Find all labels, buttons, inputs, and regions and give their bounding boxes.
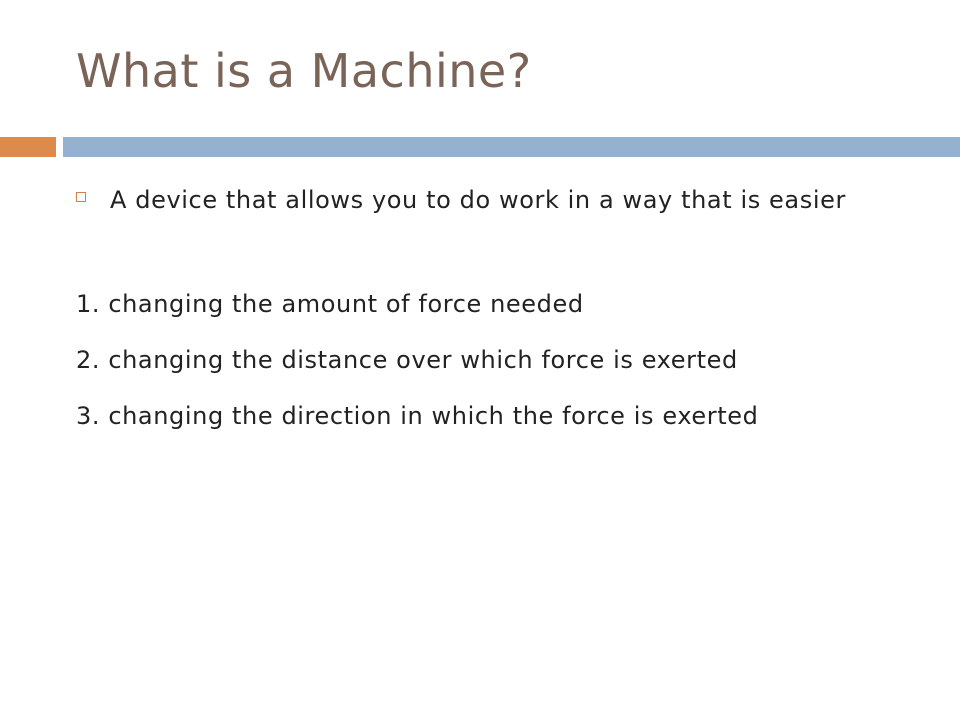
numbered-item-1: 1. changing the amount of force needed — [76, 290, 584, 318]
slide-title: What is a Machine? — [76, 44, 532, 98]
numbered-item-3: 3. changing the direction in which the force is exerted — [76, 402, 759, 430]
bullet-text: A device that allows you to do work in a way that is easier — [110, 186, 846, 214]
numbered-list — [76, 276, 946, 444]
title-divider-bar — [63, 137, 960, 157]
accent-bar — [0, 137, 56, 157]
square-bullet-icon — [76, 192, 86, 202]
bullet-item — [76, 178, 936, 222]
numbered-item-2: 2. changing the distance over which force is exerted — [76, 346, 738, 374]
